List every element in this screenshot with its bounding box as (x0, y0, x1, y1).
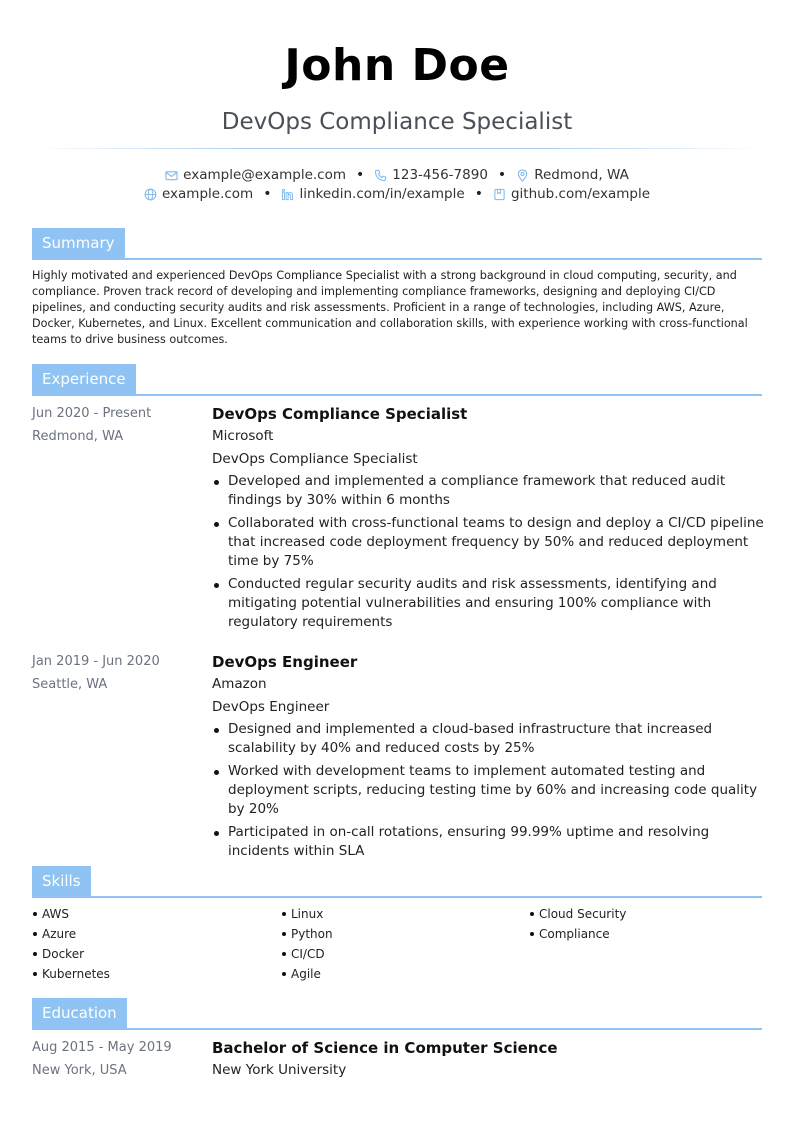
skills-column-3 (529, 904, 769, 944)
candidate-title: DevOps Compliance Specialist (221, 109, 573, 135)
experience-2-bullets (212, 720, 764, 861)
skill-item: Python (281, 924, 521, 944)
experience-1-bullets (212, 472, 764, 632)
phone-icon (374, 169, 387, 182)
contact-website[interactable] (144, 185, 253, 203)
skill-item: Compliance (529, 924, 769, 944)
contact-website-text: example.com (161, 186, 254, 202)
candidate-name: John Doe (284, 40, 510, 91)
section-label-education: Education (32, 998, 127, 1028)
section-label-skills: Skills (32, 866, 91, 896)
contact-phone[interactable] (374, 166, 488, 184)
education-1-degree: Bachelor of Science in Computer Science (212, 1039, 558, 1057)
list-item: Developed and implemented a compliance framework that reduced audit findings by 30% within 6 months (212, 472, 764, 510)
contact-row-2 (0, 185, 794, 203)
skill-item: AWS (32, 904, 272, 924)
list-item: Conducted regular security audits and risk assessments, identifying and mitigating potential vulnerabilities and ensuring 100% compliance with regulatory requirements (212, 575, 764, 632)
contact-github[interactable] (493, 185, 650, 203)
experience-2 (212, 651, 764, 865)
separator-dot: • (497, 167, 507, 183)
list-item: Collaborated with cross-functional teams to design and deploy a CI/CD pipeline that increased code deployment frequency by 50% and reduced deployment time by 75% (212, 514, 764, 571)
github-icon (493, 188, 506, 201)
experience-1-company: Microsoft (212, 428, 274, 444)
section-header-summary (32, 228, 762, 260)
list-item: Worked with development teams to implement automated testing and deployment scripts, reducing testing time by 60% and increasing code quality by 20% (212, 762, 764, 819)
experience-1 (212, 403, 764, 636)
contact-location (516, 166, 629, 184)
contact-phone-text: 123-456-7890 (392, 167, 488, 183)
contact-email-text: example@example.com (183, 167, 347, 183)
experience-2-location: Seattle, WA (32, 677, 108, 692)
experience-1-location: Redmond, WA (32, 429, 124, 444)
experience-2-company: Amazon (212, 676, 267, 692)
skill-item: Docker (32, 944, 272, 964)
skill-item: Azure (32, 924, 272, 944)
education-1-school: New York University (212, 1062, 347, 1078)
separator-dot: • (474, 186, 483, 202)
skill-item: Linux (281, 904, 521, 924)
skill-item: Agile (281, 964, 521, 984)
section-rule (32, 394, 762, 396)
linkedin-icon (281, 188, 294, 201)
experience-2-role: DevOps Engineer (212, 699, 330, 715)
contact-row-1 (0, 166, 794, 184)
section-label-summary: Summary (32, 228, 125, 258)
experience-1-title: DevOps Compliance Specialist (212, 405, 468, 423)
education-1 (212, 1037, 764, 1082)
contact-linkedin-text: linkedin.com/in/example (299, 186, 465, 202)
section-rule (32, 258, 762, 260)
section-label-experience: Experience (32, 364, 136, 394)
skill-item: CI/CD (281, 944, 521, 964)
experience-1-dates: Jun 2020 - Present (32, 406, 152, 421)
separator-dot: • (356, 167, 365, 183)
contact-linkedin[interactable] (281, 185, 464, 203)
experience-1-role: DevOps Compliance Specialist (212, 451, 418, 467)
skills-column-2 (281, 904, 521, 984)
summary-text: Highly motivated and experienced DevOps Compliance Specialist with a strong background in cloud computing, security, and compliance. Proven track record of developing and implementing compliance frameworks, designing and deploying CI/CD pipelines, and conducting security audits and risk assessments. Proficient in a range of technologies, including AWS, Azure, Docker, Kubernetes, and Linux. Excellent communication and collaboration skills, with experience working with cross-functional teams to drive business outcomes. (32, 269, 748, 346)
section-header-experience (32, 364, 762, 396)
section-rule (32, 896, 762, 898)
section-header-skills (32, 866, 762, 898)
header-divider (32, 148, 762, 149)
location-pin-icon (516, 169, 529, 182)
contact-github-text: github.com/example (510, 186, 651, 202)
experience-2-title: DevOps Engineer (212, 653, 358, 671)
section-rule (32, 1028, 762, 1030)
skill-item: Cloud Security (529, 904, 769, 924)
list-item: Designed and implemented a cloud-based infrastructure that increased scalability by 40% and reduced costs by 25% (212, 720, 764, 758)
skills-column-1 (32, 904, 272, 984)
contact-location-text: Redmond, WA (534, 167, 629, 183)
contact-email[interactable] (165, 166, 346, 184)
section-header-education (32, 998, 762, 1030)
education-1-dates: Aug 2015 - May 2019 (32, 1040, 172, 1055)
mail-icon (165, 169, 178, 182)
separator-dot: • (263, 186, 272, 202)
experience-2-dates: Jan 2019 - Jun 2020 (32, 654, 160, 669)
education-1-location: New York, USA (32, 1063, 127, 1078)
globe-icon (144, 188, 157, 201)
skill-item: Kubernetes (32, 964, 272, 984)
list-item: Participated in on-call rotations, ensuring 99.99% uptime and resolving incidents within SLA (212, 823, 764, 861)
